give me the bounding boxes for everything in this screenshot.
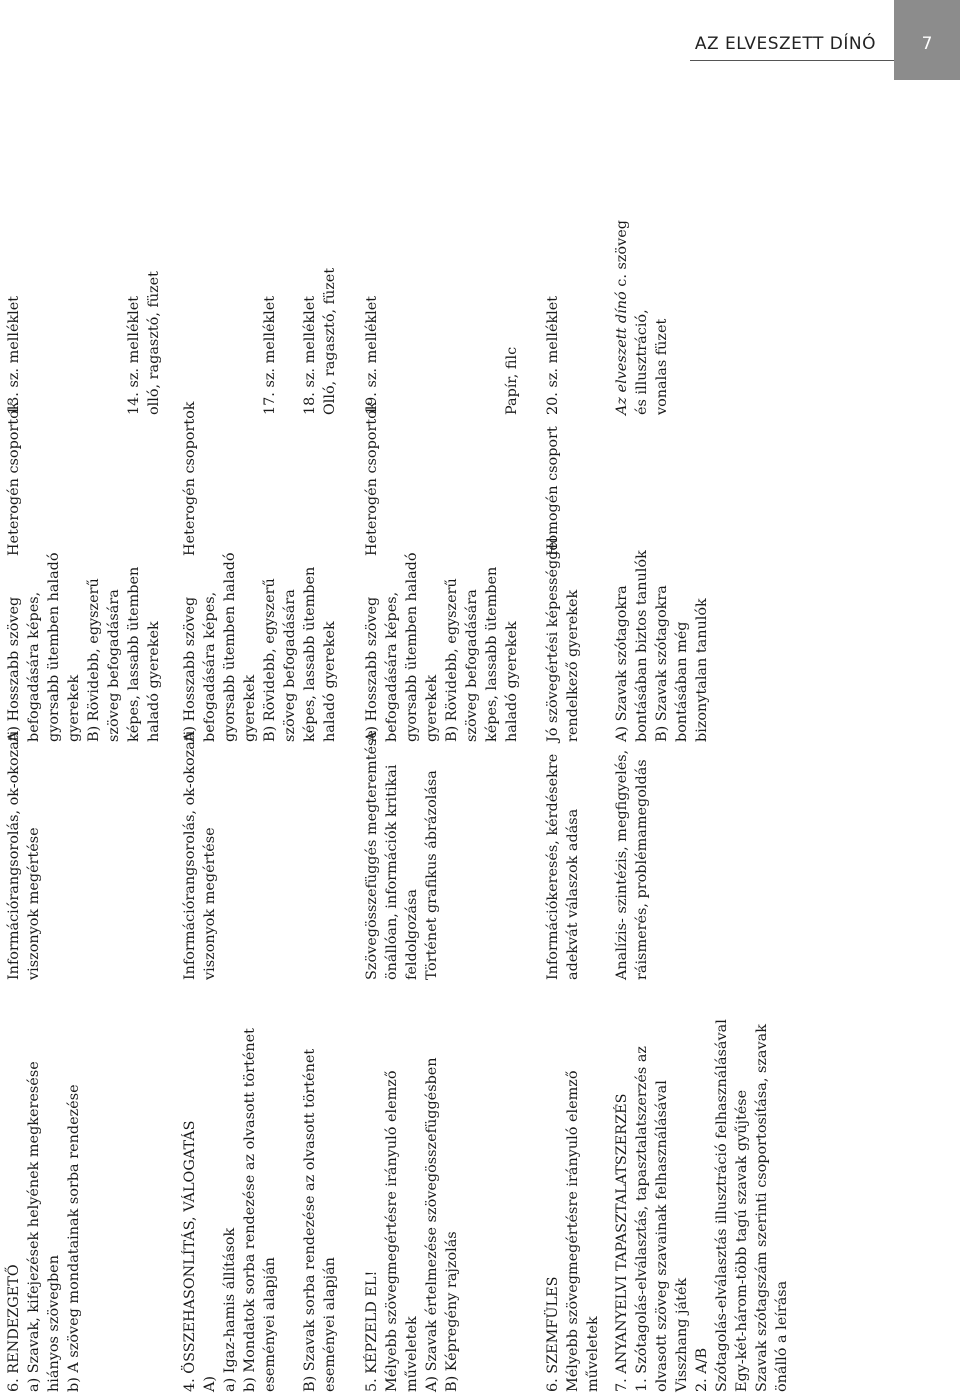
cell-line: gyerekek (66, 674, 82, 742)
cell-line (200, 268, 220, 415)
cell-line: Szövegösszefüggés megteremtése (364, 730, 380, 980)
cell-line: eseményei alapján (262, 1257, 278, 1392)
row-szemfules-column-5 (543, 296, 563, 415)
cell-line: rendelkező gyerekek (565, 589, 581, 742)
row-anyanyelvi-column-3 (612, 550, 712, 742)
cell-line (220, 268, 240, 415)
cell-line: 18. sz. melléklet (302, 295, 318, 415)
cell-line: A) Hosszabb szöveg (6, 596, 22, 742)
cell-line (280, 1028, 300, 1392)
cell-line: szöveg befogadására (282, 589, 298, 742)
cell-line: viszonyok megértése (202, 827, 218, 980)
cell-line: 13. sz. melléklet (6, 295, 22, 415)
header-rule (690, 60, 894, 61)
page-number: 7 (921, 34, 933, 54)
cell-line: 1. Szótagolás-elválasztás, tapasztalatszerzés az (634, 1046, 650, 1392)
italic-title: Az elveszett dínó (614, 291, 630, 415)
row-osszehasonlitas-column-2 (180, 731, 220, 980)
cell-line: bontásában még (674, 621, 690, 742)
cell-line: a) Szavak, kifejezések helyének megkeresése (26, 1061, 42, 1392)
cell-line: képes, lassabb ütemben (484, 566, 500, 742)
cell-line: haladó gyerekek (322, 621, 338, 742)
cell-line (104, 271, 124, 415)
cell-line: B) Szavak sorba rendezése az olvasott történet (302, 1048, 318, 1392)
row-osszehasonlitas-column-5 (180, 268, 340, 415)
row-osszehasonlitas-column-4 (180, 401, 200, 556)
row-szemfules-column-3 (543, 537, 583, 742)
cell-line: gyorsabb ütemben haladó (404, 552, 420, 742)
cell-line: Visszhang játék (674, 1277, 690, 1392)
cell-line: A) Szavak szótagokra (614, 585, 630, 742)
row-rendezgeto-column-4 (4, 401, 24, 556)
row-osszehasonlitas-column-3 (180, 552, 340, 742)
cell-line: szöveg befogadására (464, 589, 480, 742)
cell-line: eseményei alapján (322, 1257, 338, 1392)
cell-line: Jó szövegértési képességgel (545, 537, 561, 742)
cell-line: műveletek (585, 1316, 601, 1392)
cell-line: B) Rövidebb, egyszerű (444, 578, 460, 742)
cell-line: haladó gyerekek (146, 621, 162, 742)
cell-line: 14. sz. melléklet (126, 295, 142, 415)
cell-line: Heterogén csoportok (6, 401, 22, 556)
cell-line: 4. ÖSSZEHASONLÍTÁS, VÁLOGATÁS (182, 1120, 198, 1392)
cell-line: 5. KÉPZELD EL! (364, 1270, 380, 1392)
row-osszehasonlitas-column-1 (180, 1028, 340, 1392)
cell-line: B) Szavak szótagokra (654, 585, 670, 742)
cell-line: 20. sz. melléklet (545, 295, 561, 415)
cell-line (280, 268, 300, 415)
cell-line (442, 296, 462, 415)
row-kepzeld-el-column-3 (362, 552, 522, 742)
cell-line: bontásában biztos tanulók (634, 550, 650, 742)
cell-line: ráismerés, problémamegoldás (634, 759, 650, 980)
cell-line: A) Hosszabb szöveg (364, 596, 380, 742)
cell-line: Homogén csoport (545, 426, 561, 556)
cell-line: Történet grafikus ábrázolása (424, 770, 440, 980)
row-szemfules-column-1 (543, 1070, 603, 1392)
cell-line: gyorsabb ütemben haladó (222, 552, 238, 742)
cell-line: befogadására képes, (384, 591, 400, 742)
cell-line: A) (202, 1375, 218, 1392)
cell-line: önállóan, információk kritikai (384, 764, 400, 980)
cell-line (402, 296, 422, 415)
cell-line: A) Hosszabb szöveg (182, 596, 198, 742)
cell-line: 6. SZEMFÜLES (545, 1276, 561, 1392)
cell-line (422, 296, 442, 415)
cell-line: olvasott szöveg szavainak felhasználásával (654, 1080, 670, 1392)
cell-line (462, 296, 482, 415)
cell-line: 19. sz. melléklet (364, 295, 380, 415)
running-title: AZ ELVESZETT DÍNÓ (694, 34, 876, 54)
cell-line: és illusztráció, (634, 309, 650, 415)
cell-line: B) Rövidebb, egyszerű (86, 578, 102, 742)
cell-line: képes, lassabb ütemben (126, 566, 142, 742)
cell-line (482, 296, 502, 415)
row-kepzeld-el-column-4 (362, 401, 382, 556)
cell-line (64, 271, 84, 415)
cell-line: 17. sz. melléklet (262, 295, 278, 415)
cell-line: B) Rövidebb, egyszerű (262, 578, 278, 742)
cell-line: 7. ANYANYELVI TAPASZTALATSZERZÉS (614, 1093, 630, 1392)
cell-line: képes, lassabb ütemben (302, 566, 318, 742)
cell-line: Mélyebb szövegmegértésre irányuló elemző (384, 1070, 400, 1392)
row-szemfules-column-2 (543, 754, 583, 980)
row-anyanyelvi-column-1 (612, 1019, 792, 1392)
cell-line: befogadására képes, (202, 591, 218, 742)
cell-line: hiányos szövegben (46, 1255, 62, 1392)
row-kepzeld-el-column-2 (362, 730, 442, 980)
cell-line: Szavak szótagszám szerinti csoportosítása, szavak (754, 1024, 770, 1392)
page-number-box (894, 0, 960, 80)
cell-line: vonalas füzet (654, 318, 670, 415)
cell-line: A) Szavak értelmezése szövegösszefüggésben (424, 1057, 440, 1392)
cell-line: 2. A/B (694, 1347, 710, 1392)
row-rendezgeto-column-2 (4, 731, 44, 980)
cell-line: gyerekek (424, 674, 440, 742)
cell-line (180, 268, 200, 415)
cell-line (240, 268, 260, 415)
cell-line (382, 296, 402, 415)
cell-line: haladó gyerekek (504, 621, 520, 742)
cell-line: befogadására képes, (26, 591, 42, 742)
cell-line: Információrangsorolás, ok-okozati (6, 730, 22, 980)
cell-line: Egy-két-három-több tagú szavak gyűjtése (734, 1089, 750, 1392)
row-kepzeld-el-column-1 (362, 1057, 462, 1392)
cell-line: B) Képregény rajzolás (444, 1231, 460, 1392)
cell-line: Analízis- szintézis, megfigyelés, (614, 749, 630, 980)
cell-line: 6. RENDEZGETŐ (6, 1264, 22, 1392)
row-rendezgeto-column-5 (4, 271, 164, 415)
cell-line: gyerekek (242, 674, 258, 742)
cell-line (24, 271, 44, 415)
page-header (0, 0, 960, 80)
cell-text: c. szöveg (614, 220, 630, 292)
cell-line: Mélyebb szövegmegértésre irányuló elemző (565, 1070, 581, 1392)
cell-line: feldolgozása (404, 889, 420, 980)
cell-line: műveletek (404, 1316, 420, 1392)
cell-line: önálló a leírása (774, 1280, 790, 1392)
row-anyanyelvi-column-2 (612, 750, 652, 980)
cell-line: szöveg befogadására (106, 589, 122, 742)
cell-line: bizonytalan tanulók (694, 598, 710, 742)
row-kepzeld-el-column-5 (362, 296, 522, 415)
cell-line: Heterogén csoportok (182, 401, 198, 556)
cell-line: b) Mondatok sorba rendezése az olvasott történet (242, 1028, 258, 1392)
cell-line: a) Igaz-hamis állítások (222, 1227, 238, 1392)
cell-line: adekvát válaszok adása (565, 808, 581, 980)
row-anyanyelvi-column-5 (612, 220, 672, 415)
cell-line: Szótagolás-elválasztás illusztráció felhasználásával (714, 1019, 730, 1392)
cell-line: Olló, ragasztó, füzet (322, 267, 338, 415)
cell-line: olló, ragasztó, füzet (146, 271, 162, 415)
cell-line (44, 271, 64, 415)
cell-line (612, 220, 632, 415)
row-rendezgeto-column-1 (4, 1061, 84, 1392)
cell-line: Heterogén csoportok (364, 401, 380, 556)
cell-line: Papír, filc (504, 346, 520, 415)
row-szemfules-column-4 (543, 426, 563, 556)
cell-line: gyorsabb ütemben haladó (46, 552, 62, 742)
row-rendezgeto-column-3 (4, 552, 164, 742)
cell-line: Információkeresés, kérdésekre (545, 753, 561, 980)
cell-line: b) A szöveg mondatainak sorba rendezése (66, 1084, 82, 1392)
cell-line (84, 271, 104, 415)
cell-line: viszonyok megértése (26, 827, 42, 980)
cell-line: Információrangsorolás, ok-okozati (182, 730, 198, 980)
